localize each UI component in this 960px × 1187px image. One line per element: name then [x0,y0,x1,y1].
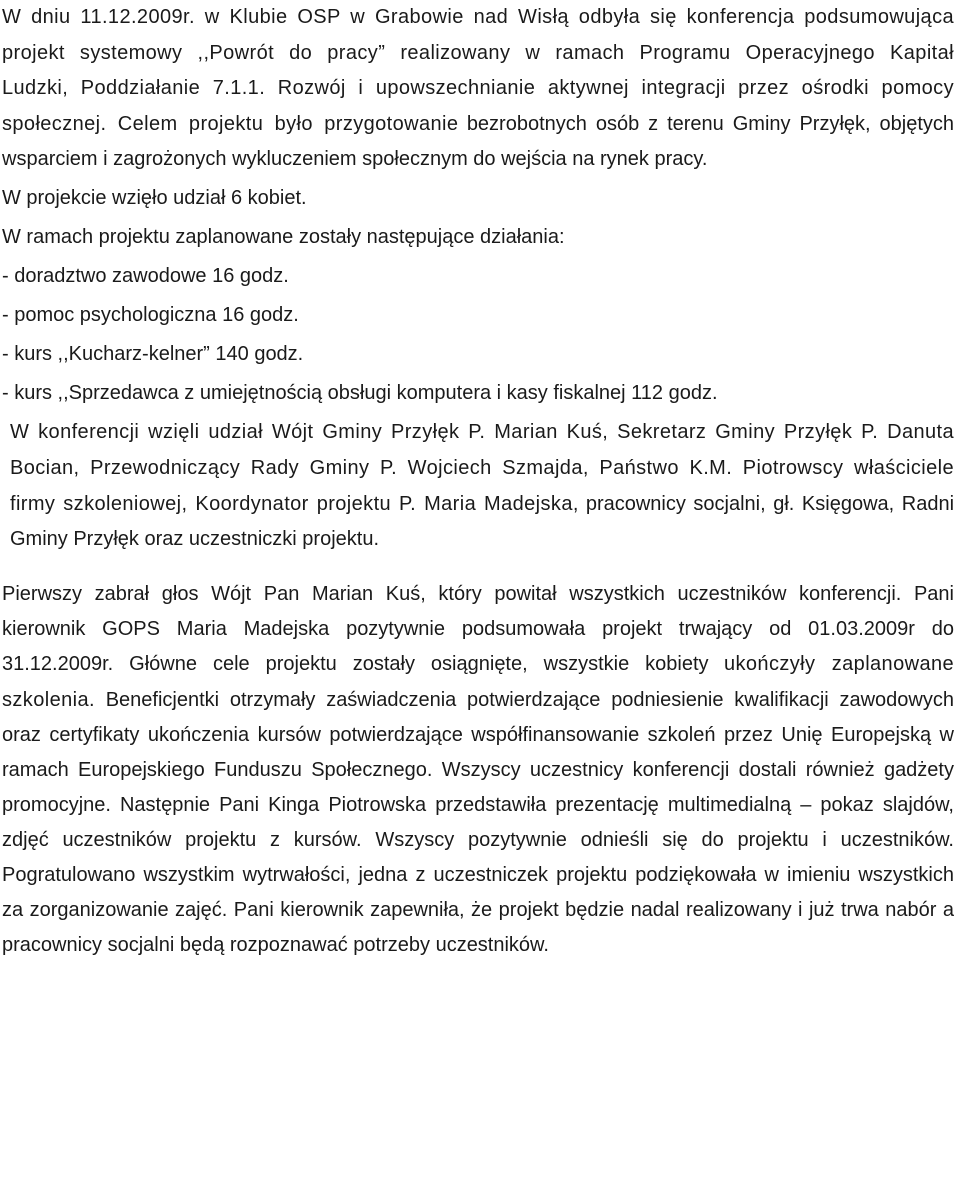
guests-text-continued: pracownicy socjalni, gł. Księgowa, Radni Gminy Przyłęk oraz uczestniczki projektu. [10,492,955,551]
summary-text-continued: Beneficjentki otrzymały zaświadczenia potwierdzające podniesienie kwalifikacji zawodowych oraz certyfikaty ukończenia kursów potwierdzające współfinansowanie szkoleń przez Unię Europejską w ramach Europejskiego Funduszu Społecznego. Wszyscy uczestnicy konferencji dostali również gadżety promocyjne. Następnie Pani Kinga Piotrowska przedstawiła prezentację multimedialną – pokaz slajdów, zdjęć uczestników projektu z kursów. Wszyscy pozytywnie odnieśli się do projektu i uczestników. Pogratulowano wszystkim wytrwałości, jedna z uczestniczek projektu podziękowała w imieniu wszystkich za zorganizowanie zajęć. Pani kierownik zapewniła, że projekt będzie nadal realizowany i już trwa nabór a pracownicy socjalni będą rozpoznawać potrzeby uczestników. [2,688,954,957]
activity-item: - kurs ,,Sprzedawca z umiejętnością obsługi komputera i kasy fiskalnej 112 godz. [2,382,718,405]
activity-item: - kurs ,,Kucharz-kelner” 140 godz. [2,343,304,366]
summary-text: Pierwszy zabrał głos Wójt Pan Marian Kuś, który powitał wszystkich uczestników konferencji. Pani kierownik GOPS Maria Madejska pozytywnie podsumowała projekt trwający od 01.03.2009r do 31.12.2009r. Główne cele projektu zostały osiągnięte, wszystkie kobiety [2,583,954,676]
summary-paragraph [2,577,954,963]
activity-item: - doradztwo zawodowe 16 godz. [2,265,289,288]
intro-paragraph [2,0,954,177]
intro-text-continued: bezrobotnych osób z terenu Gminy Przyłęk, objętych wsparciem i zagrożonych wykluczeniem społecznym do wejścia na rynek pracy. [2,112,954,171]
activity-item: - pomoc psychologiczna 16 godz. [2,304,299,327]
summary-text-arial: ukończyły zaplanowane szkolenia. [2,653,955,711]
intro-text: W dniu 11.12.2009r. w Klubie OSP w Grabowie nad Wisłą odbyła się konferencja podsumowująca projekt systemowy ,,Powrót do pracy” realizowany w ramach Programu Operacyjnego Kapitał Ludzki, Poddziałanie 7.1.1. Rozwój i upowszechnianie aktywnej integracji przez ośrodki pomocy społecznej. Celem projektu było przygotowanie [2,6,954,135]
activities-list [2,259,954,411]
guests-text: W konferencji wzięli udział Wójt Gminy Przyłęk P. Marian Kuś, Sekretarz Gminy Przyłęk P. Danuta Bocian, Przewodniczący Rady Gminy P. Wojciech Szmajda, Państwo K.M. Piotrowscy właściciele firmy szkoleniowej, Koordynator projektu P. Maria Madejska, [10,421,954,515]
participants-count: W projekcie wzięło udział 6 kobiet. [2,187,307,210]
guests-paragraph [2,415,954,557]
activities-intro: W ramach projektu zaplanowane zostały następujące działania: [2,226,565,249]
